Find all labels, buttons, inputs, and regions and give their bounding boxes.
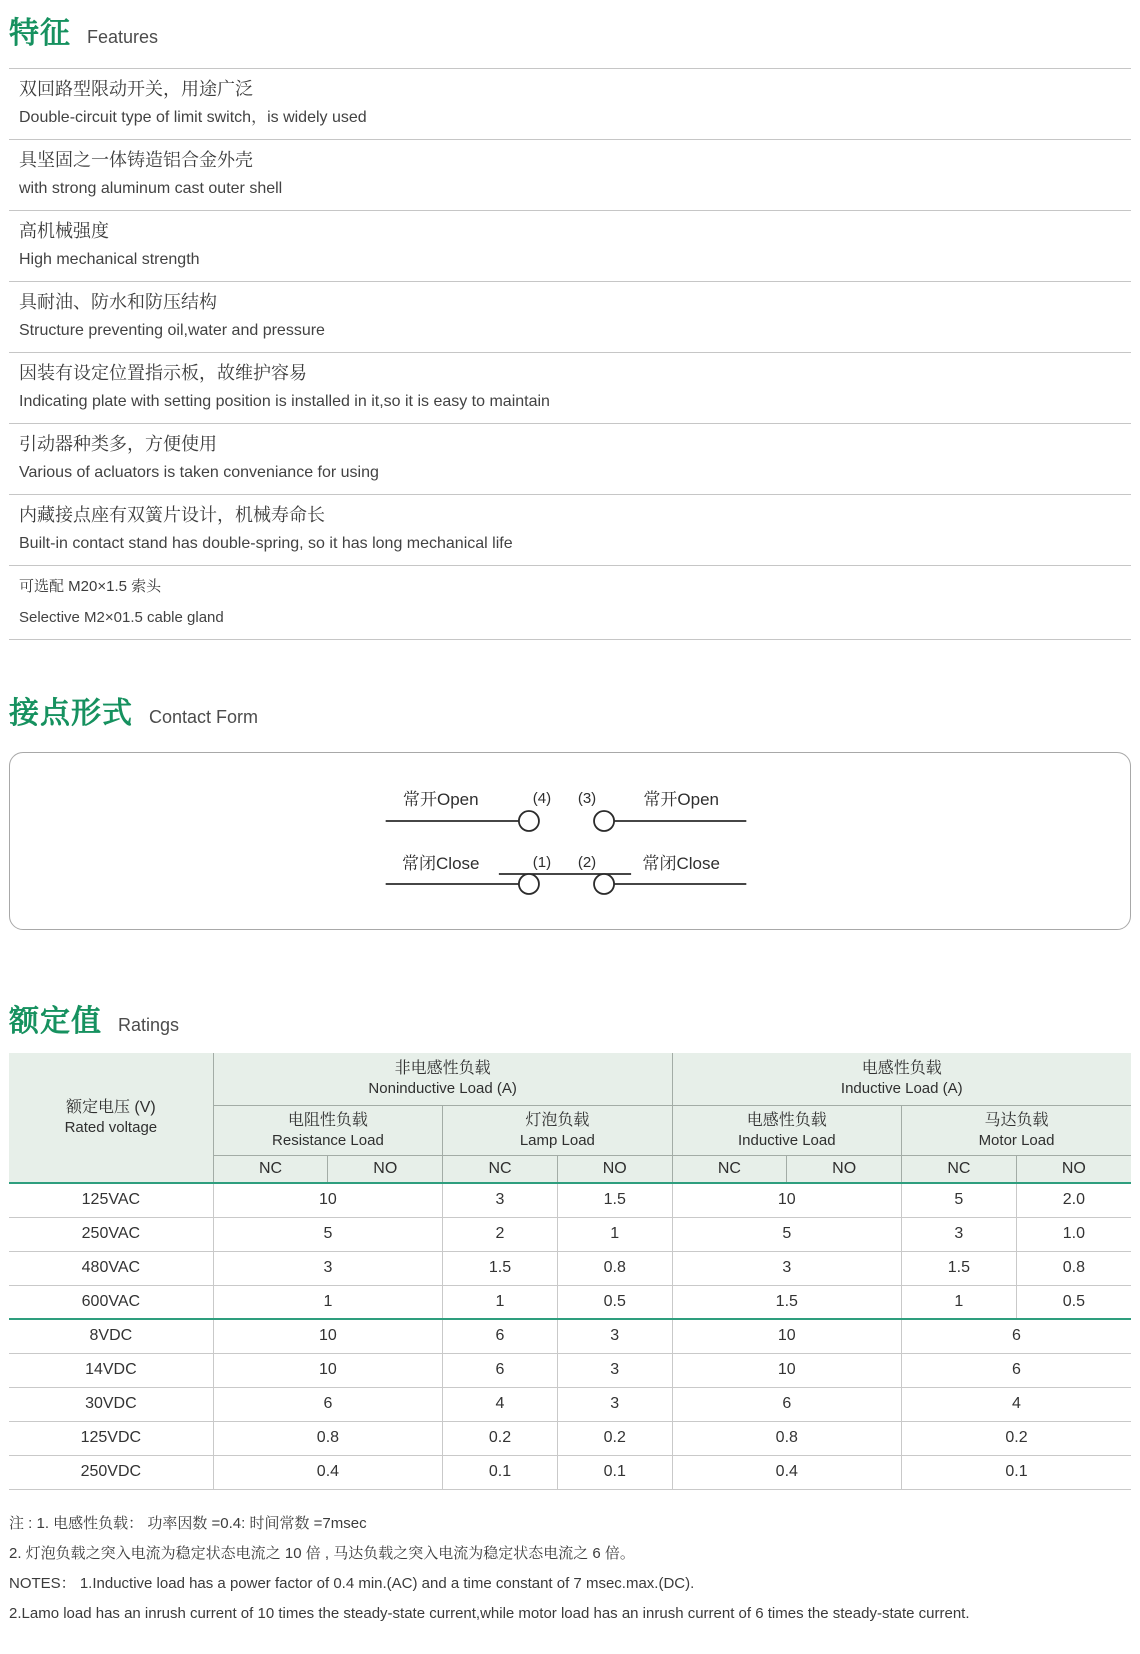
header-lamp-load-en: Lamp Load: [519, 1131, 595, 1149]
header-group-noninductive-zh: 非电感性负载: [394, 1060, 491, 1078]
note-line: 2. 灯泡负载之突入电流为稳定状态电流之 10 倍 , 马达负载之突入电流为稳定状态电流之 6 倍。: [9, 1544, 635, 1562]
table-row-8vdc: [9, 1319, 1131, 1353]
feature-text-en: Various of acluators is taken conveniance for using: [19, 464, 379, 481]
contact-form-box: [9, 752, 1131, 930]
lamp-nc-value: 4: [443, 1387, 558, 1421]
feature-item: [9, 281, 1131, 352]
motor-value: 0.1: [902, 1455, 1131, 1489]
motor-value: 4: [902, 1387, 1131, 1421]
contact-form-diagram: [10, 753, 1130, 929]
header-rated-voltage: [9, 1053, 213, 1183]
note-line: NOTES： 1.Inductive load has a power factor of 0.4 min.(AC) and a time constant of 7 msec.max.(DC).: [9, 1574, 695, 1592]
feature-text-en: Indicating plate with setting position is installed in it,so it is easy to maintain: [19, 393, 550, 410]
table-row-125vdc: [9, 1421, 1131, 1455]
motor-no-value: 2.0: [1016, 1183, 1131, 1217]
feature-item: [9, 423, 1131, 494]
inductive-value: 0.8: [672, 1421, 901, 1455]
contact-form-title-zh: 接点形式: [9, 697, 133, 730]
ratings-table: [9, 1053, 1131, 1490]
voltage-cell: 600VAC: [9, 1285, 213, 1319]
motor-nc-value: 1.5: [902, 1251, 1017, 1285]
header-rated-voltage-zh: 额定电压 (V): [65, 1099, 156, 1116]
feature-text-en: High mechanical strength: [19, 251, 200, 268]
motor-no-value: 0.8: [1016, 1251, 1131, 1285]
contact-form-section-title: [9, 688, 1131, 732]
feature-item: [9, 68, 1131, 139]
feature-text-en: Structure preventing oil,water and pressure: [19, 322, 325, 339]
note-line: 注 : 1. 电感性负载： 功率因数 =0.4: 时间常数 =7msec: [9, 1514, 367, 1532]
motor-no-value: 1.0: [1016, 1217, 1131, 1251]
header-nc: NC: [902, 1155, 1017, 1183]
feature-text-zh: 内藏接点座有双簧片设计，机械寿命长: [19, 505, 325, 525]
feature-text-en: Built-in contact stand has double-spring, so it has long mechanical life: [19, 535, 513, 552]
header-motor-load-en: Motor Load: [978, 1131, 1055, 1149]
lamp-no-value: 1: [557, 1217, 672, 1251]
feature-text-zh: 引动器种类多，方便使用: [19, 434, 217, 454]
resistance-value: 0.8: [213, 1421, 442, 1455]
feature-item: [9, 210, 1131, 281]
table-row-125vac: [9, 1183, 1131, 1217]
close-label-right: 常闭Close: [642, 854, 720, 873]
header-lamp-load-zh: 灯泡负载: [525, 1111, 590, 1129]
resistance-value: 10: [213, 1319, 442, 1353]
header-no: NO: [328, 1155, 443, 1183]
inductive-value: 5: [672, 1217, 901, 1251]
motor-no-value: 0.5: [1016, 1285, 1131, 1319]
header-nc: NC: [443, 1155, 558, 1183]
features-list: [9, 68, 1131, 640]
header-group-inductive-zh: 电感性负载: [861, 1060, 942, 1078]
note-line: 2.Lamo load has an inrush current of 10 times the steady-state current,while motor load has an inrush current of 6 times the steady-state current.: [9, 1604, 970, 1622]
terminal-3-label: (3): [577, 790, 597, 807]
header-inductive-load-en: Inductive Load: [738, 1131, 836, 1149]
feature-item: [9, 352, 1131, 423]
lamp-no-value: 3: [557, 1387, 672, 1421]
ratings-title-en: Ratings: [118, 1015, 180, 1035]
voltage-cell: 480VAC: [9, 1251, 213, 1285]
table-row-480vac: [9, 1251, 1131, 1285]
feature-text-zh: 具坚固之一体铸造铝合金外壳: [19, 150, 253, 170]
lamp-no-value: 0.5: [557, 1285, 672, 1319]
header-group-inductive-en: Inductive Load (A): [840, 1080, 963, 1098]
feature-text-en: Double-circuit type of limit switch，is widely used: [19, 109, 367, 126]
header-group-noninductive: [213, 1053, 672, 1105]
header-resistance-load-zh: 电阻性负载: [287, 1111, 368, 1129]
open-label-left: 常开Open: [402, 790, 479, 809]
inductive-value: 0.4: [672, 1455, 901, 1489]
inductive-value: 10: [672, 1353, 901, 1387]
feature-text-zh: 双回路型限动开关，用途广泛: [19, 79, 253, 99]
voltage-cell: 125VDC: [9, 1421, 213, 1455]
open-terminal-4-contact: [519, 811, 539, 831]
table-row-14vdc: [9, 1353, 1131, 1387]
resistance-value: 10: [213, 1353, 442, 1387]
feature-text-en: with strong aluminum cast outer shell: [19, 180, 283, 197]
notes: [9, 1514, 1131, 1624]
contact-form-title-en: Contact Form: [149, 707, 259, 727]
lamp-nc-value: 0.1: [443, 1455, 558, 1489]
header-resistance-load: [213, 1105, 442, 1155]
resistance-value: 1: [213, 1285, 442, 1319]
table-row-600vac: [9, 1285, 1131, 1319]
terminal-2-label: (2): [577, 854, 597, 871]
motor-nc-value: 3: [902, 1217, 1017, 1251]
header-rated-voltage-en: Rated voltage: [64, 1119, 158, 1136]
table-row-250vdc: [9, 1455, 1131, 1489]
header-lamp-load: [443, 1105, 672, 1155]
feature-text-zh: 高机械强度: [19, 221, 109, 241]
lamp-no-value: 3: [557, 1353, 672, 1387]
lamp-no-value: 0.1: [557, 1455, 672, 1489]
voltage-cell: 250VDC: [9, 1455, 213, 1489]
header-inductive-load: [672, 1105, 901, 1155]
feature-text-en: Selective M2×01.5 cable gland: [19, 609, 224, 626]
voltage-cell: 14VDC: [9, 1353, 213, 1387]
header-resistance-load-en: Resistance Load: [272, 1131, 384, 1149]
voltage-cell: 30VDC: [9, 1387, 213, 1421]
voltage-cell: 8VDC: [9, 1319, 213, 1353]
lamp-nc-value: 3: [443, 1183, 558, 1217]
motor-nc-value: 1: [902, 1285, 1017, 1319]
close-terminal-1-contact: [519, 874, 539, 894]
inductive-value: 6: [672, 1387, 901, 1421]
inductive-value: 10: [672, 1183, 901, 1217]
header-group-noninductive-en: Noninductive Load (A): [368, 1080, 517, 1098]
feature-item: [9, 565, 1131, 640]
open-label-right: 常开Open: [643, 790, 720, 809]
lamp-nc-value: 0.2: [443, 1421, 558, 1455]
voltage-cell: 250VAC: [9, 1217, 213, 1251]
resistance-value: 3: [213, 1251, 442, 1285]
open-terminal-3-contact: [594, 811, 614, 831]
resistance-value: 6: [213, 1387, 442, 1421]
lamp-no-value: 0.8: [557, 1251, 672, 1285]
motor-value: 6: [902, 1353, 1131, 1387]
lamp-nc-value: 1: [443, 1285, 558, 1319]
resistance-value: 5: [213, 1217, 442, 1251]
inductive-value: 1.5: [672, 1285, 901, 1319]
terminal-1-label: (1): [532, 854, 552, 871]
features-title-en: Features: [87, 27, 159, 47]
header-nc: NC: [213, 1155, 328, 1183]
ratings-table-header: [9, 1053, 1131, 1183]
resistance-value: 10: [213, 1183, 442, 1217]
header-nc: NC: [672, 1155, 787, 1183]
table-row-30vdc: [9, 1387, 1131, 1421]
header-no: NO: [1016, 1155, 1131, 1183]
lamp-no-value: 0.2: [557, 1421, 672, 1455]
voltage-cell: 125VAC: [9, 1183, 213, 1217]
features-section: [9, 8, 1131, 640]
close-label-left: 常闭Close: [402, 854, 480, 873]
header-no: NO: [787, 1155, 902, 1183]
lamp-nc-value: 1.5: [443, 1251, 558, 1285]
ratings-title-zh: 额定值: [9, 1005, 102, 1038]
ratings-section-title: [9, 996, 1131, 1040]
terminal-4-label: (4): [532, 790, 552, 807]
inductive-value: 3: [672, 1251, 901, 1285]
lamp-no-value: 1.5: [557, 1183, 672, 1217]
feature-text-zh: 可选配 M20×1.5 索头: [19, 578, 162, 595]
feature-text-zh: 具耐油、防水和防压结构: [19, 292, 217, 312]
motor-value: 6: [902, 1319, 1131, 1353]
close-terminal-2-contact: [594, 874, 614, 894]
contact-form-section: [9, 688, 1131, 930]
lamp-no-value: 3: [557, 1319, 672, 1353]
feature-text-zh: 因装有设定位置指示板，故维护容易: [19, 363, 307, 383]
header-inductive-load-zh: 电感性负载: [746, 1111, 827, 1129]
lamp-nc-value: 2: [443, 1217, 558, 1251]
features-title-zh: 特征: [9, 17, 71, 50]
resistance-value: 0.4: [213, 1455, 442, 1489]
header-motor-load-zh: 马达负载: [984, 1111, 1049, 1129]
feature-item: [9, 139, 1131, 210]
feature-item: [9, 494, 1131, 565]
header-motor-load: [902, 1105, 1131, 1155]
motor-nc-value: 5: [902, 1183, 1017, 1217]
ratings-section: [9, 996, 1131, 1624]
lamp-nc-value: 6: [443, 1319, 558, 1353]
table-row-250vac: [9, 1217, 1131, 1251]
header-no: NO: [557, 1155, 672, 1183]
motor-value: 0.2: [902, 1421, 1131, 1455]
lamp-nc-value: 6: [443, 1353, 558, 1387]
features-section-title: [9, 8, 1131, 52]
header-group-inductive: [672, 1053, 1131, 1105]
inductive-value: 10: [672, 1319, 901, 1353]
